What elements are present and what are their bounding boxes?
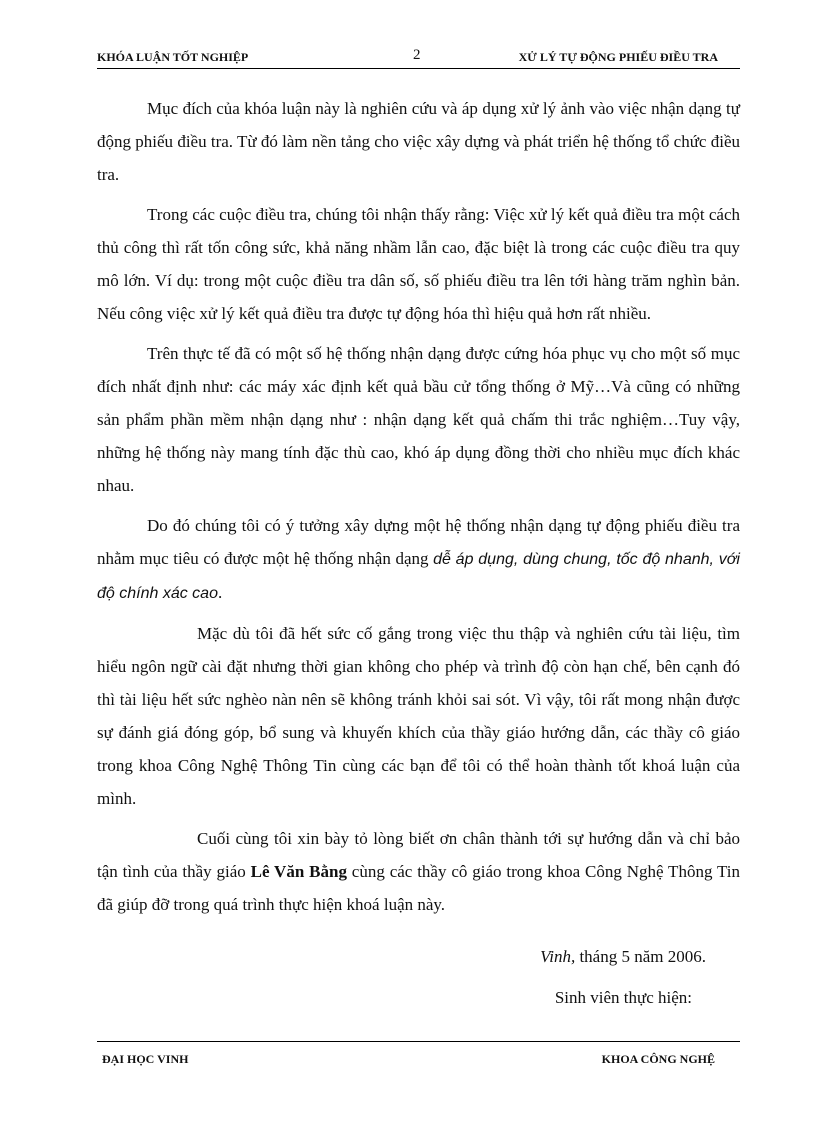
- page-number: 2: [413, 47, 421, 63]
- footer-university: ĐẠI HỌC VINH: [102, 1052, 189, 1066]
- paragraph-idea-emphasis: dễ áp dụng, dùng chung, tốc độ nhanh, với độ chính xác cao: [97, 551, 740, 602]
- header-left-title: KHÓA LUẬN TỐT NGHIỆP: [97, 50, 249, 64]
- signature-student-label: Sinh viên thực hiện:: [554, 988, 692, 1007]
- signature-place: Vinh,: [540, 947, 576, 966]
- paragraph-thanks: [97, 822, 740, 921]
- advisor-name: Lê Văn Bằng: [250, 862, 347, 881]
- document-body: [97, 92, 740, 928]
- page-footer: [97, 1041, 740, 1066]
- paragraph-idea-end: .: [217, 583, 223, 602]
- paragraph-apology: Mặc dù tôi đã hết sức cố gắng trong việc thu thập và nghiên cứu tài liệu, tìm hiểu ngôn ngữ cài đặt nhưng thời gian không cho phép và trình độ còn hạn chế, bên cạnh đó thì tài liệu hết sức nghèo nàn nên sẽ không tránh khỏi sai sót. Vì vậy, tôi rất mong nhận được sự đánh giá đóng góp, bổ sung và khuyến khích của thầy giáo hướng dẫn, các thầy cô giáo trong khoa Công Nghệ Thông Tin cùng các bạn để tôi có thể hoàn thành tốt khoá luận của mình.: [97, 624, 740, 808]
- paragraph-thanks-text: Cuối cùng tôi xin bày tỏ lòng biết ơn chân thành tới sự hướng dẫn và chỉ bảo tận tình của thầy giáo: [97, 829, 740, 881]
- signature-date-text: tháng 5 năm 2006.: [575, 947, 706, 966]
- footer-faculty: KHOA CÔNG NGHỆ: [601, 1052, 715, 1066]
- header-right-title: XỬ LÝ TỰ ĐỘNG PHIẾU ĐIỀU TRA: [518, 50, 718, 64]
- paragraph-idea-text: Do đó chúng tôi có ý tưởng xây dựng một hệ thống nhận dạng tự động phiếu điều tra nhằm mục tiêu có được một hệ thống nhận dạng: [97, 516, 740, 568]
- paragraph-survey-problem: Trong các cuộc điều tra, chúng tôi nhận thấy rằng: Việc xử lý kết quả điều tra một cách thủ công thì rất tốn công sức, khả năng nhầm lẫn cao, đặc biệt là trong các cuộc điều tra quy mô lớn. Ví dụ: trong một cuộc điều tra dân số, số phiếu điều tra lên tới hàng trăm nghìn bản. Nếu công việc xử lý kết quả điều tra được tự động hóa thì hiệu quả hơn rất nhiều.: [97, 205, 740, 323]
- paragraph-thanks-end: cùng các thầy cô giáo trong khoa Công Nghệ Thông Tin đã giúp đỡ trong quá trình thực hiện khoá luận này.: [97, 862, 741, 914]
- page-header: [97, 48, 740, 69]
- paragraph-purpose: Mục đích của khóa luận này là nghiên cứu và áp dụng xử lý ảnh vào việc nhận dạng tự động phiếu điều tra. Từ đó làm nền tảng cho việc xây dựng và phát triển hệ thống tổ chức điều tra.: [97, 99, 740, 184]
- paragraph-idea: [97, 509, 740, 610]
- signature-date: [97, 947, 740, 967]
- paragraph-existing-systems: Trên thực tế đã có một số hệ thống nhận dạng được cứng hóa phục vụ cho một số mục đích nhất định như: các máy xác định kết quả bầu cử tổng thống ở Mỹ…Và cũng có những sản phẩm phần mềm nhận dạng như : nhận dạng kết quả chấm thi trắc nghiệm…Tuy vậy, những hệ thống này mang tính đặc thù cao, khó áp dụng đồng thời cho nhiều mục đích khác nhau.: [97, 344, 740, 495]
